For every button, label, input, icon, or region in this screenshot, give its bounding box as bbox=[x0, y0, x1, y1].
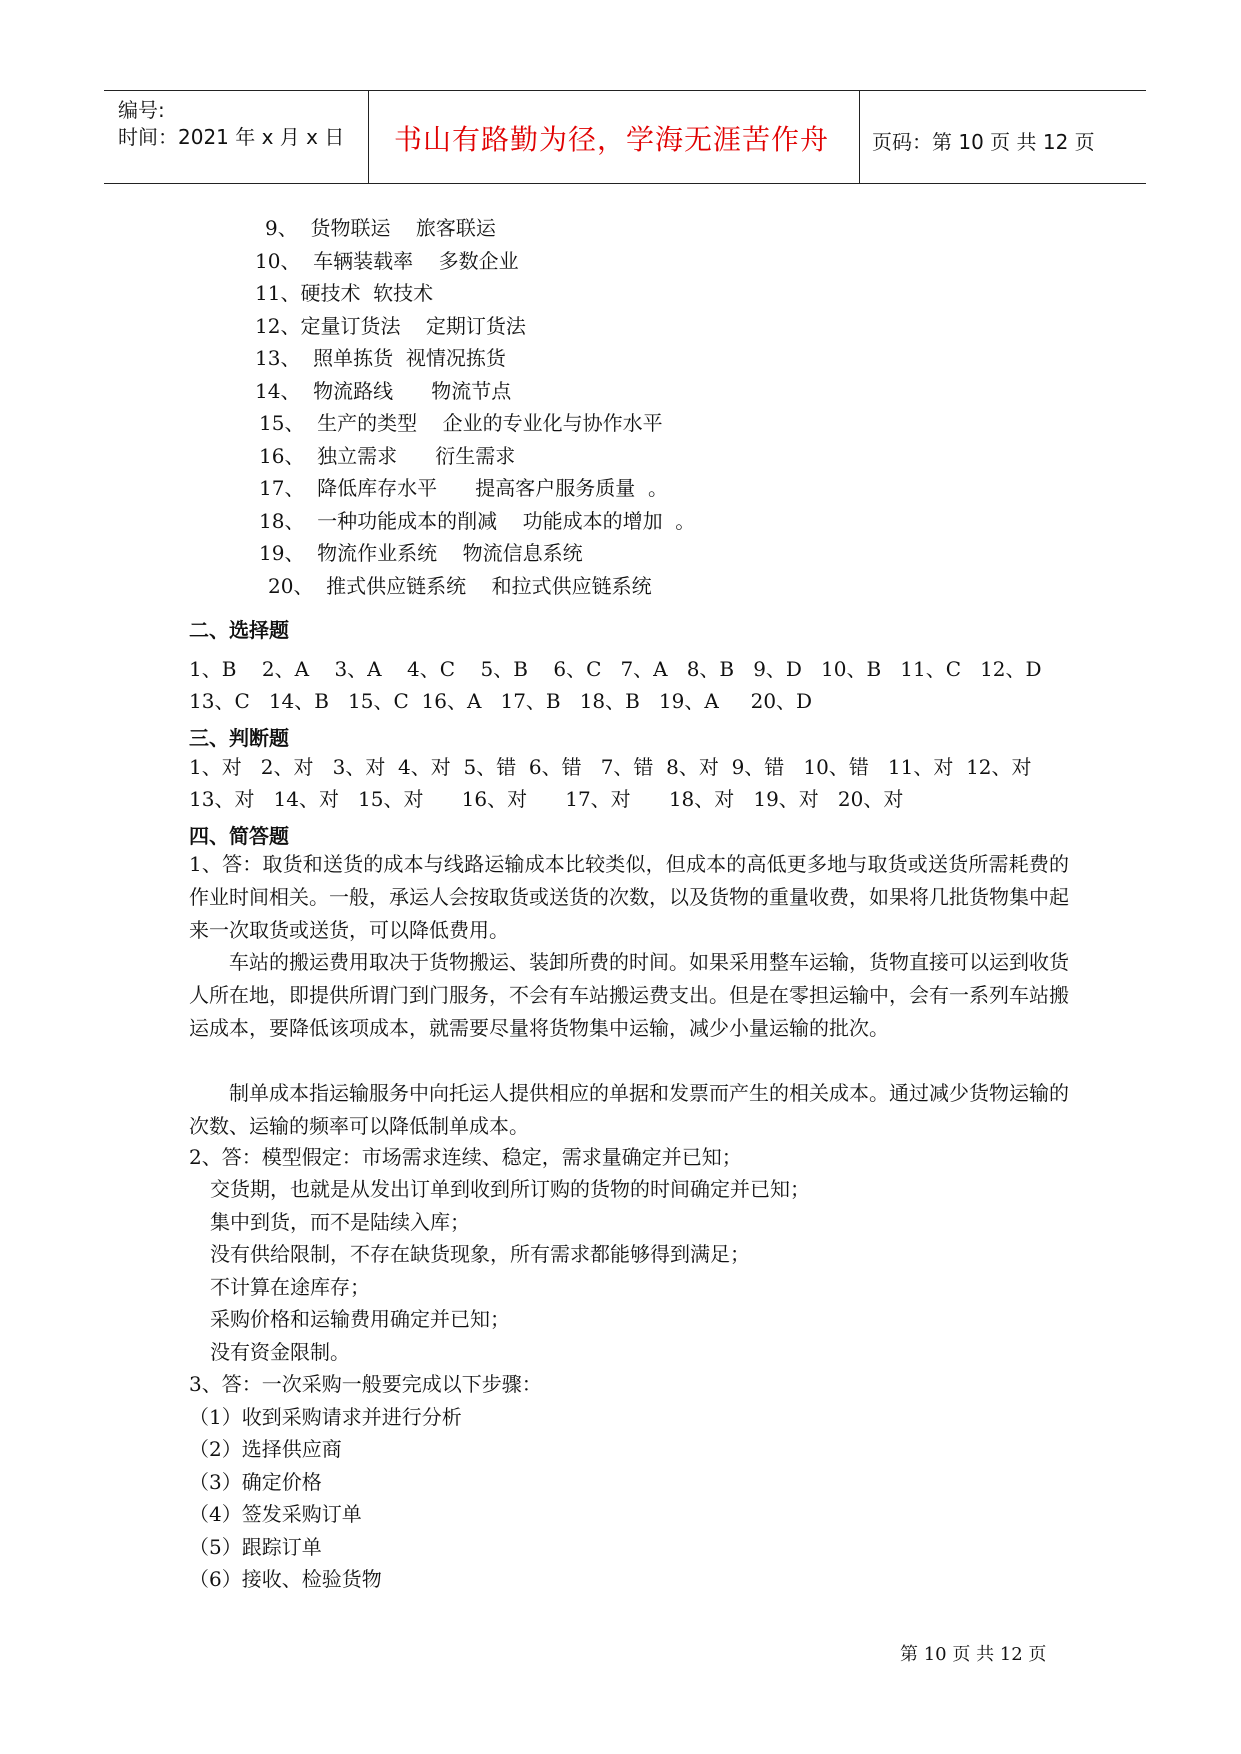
doc-number-label: 编号: bbox=[118, 98, 165, 122]
fill-answer-10: 10、 车辆装载率 多数企业 bbox=[255, 249, 519, 273]
doc-time-label: 时间：2021 年 x 月 x 日 bbox=[118, 125, 345, 149]
header-divider-left bbox=[368, 90, 369, 184]
q2-line-3: 集中到货，而不是陆续入库； bbox=[210, 1210, 470, 1234]
q3-line-1: 3、答：一次采购一般要完成以下步骤： bbox=[189, 1372, 542, 1396]
header-page-label: 页码：第 10 页 共 12 页 bbox=[872, 130, 1095, 154]
fill-answer-20: 20、 推式供应链系统 和拉式供应链系统 bbox=[268, 574, 652, 598]
section-choice-title: 二、选择题 bbox=[189, 618, 289, 642]
fill-answer-13: 13、 照单拣货 视情况拣货 bbox=[255, 346, 506, 370]
header-bottom-rule bbox=[104, 183, 1146, 184]
q2-line-7: 没有资金限制。 bbox=[210, 1340, 350, 1364]
fill-answer-14: 14、 物流路线 物流节点 bbox=[255, 379, 512, 403]
judge-answers-line-1: 1、对 2、对 3、对 4、对 5、错 6、错 7、错 8、对 9、错 10、错 11、对 12、对 bbox=[189, 755, 1032, 779]
page-footer: 第 10 页 共 12 页 bbox=[900, 1644, 1047, 1665]
header-divider-right bbox=[859, 90, 860, 184]
choice-answers-line-2: 13、C 14、B 15、C 16、A 17、B 18、B 19、A 20、D bbox=[189, 689, 813, 713]
q3-step-4: （4）签发采购订单 bbox=[189, 1502, 362, 1526]
q2-line-4: 没有供给限制，不存在缺货现象，所有需求都能够得到满足； bbox=[210, 1242, 750, 1266]
q3-step-5: （5）跟踪订单 bbox=[189, 1535, 322, 1559]
q1-paragraph-2: 车站的搬运费用取决于货物搬运、装卸所费的时间。如果采用整车运输，货物直接可以运到收货人所在地，即提供所谓门到门服务，不会有车站搬运费支出。但是在零担运输中，会有一系列车站搬运成本，要降低该项成本，就需要尽量将货物集中运输，减少小量运输的批次。 bbox=[189, 950, 1069, 1040]
fill-answer-17: 17、 降低库存水平 提高客户服务质量 。 bbox=[259, 476, 669, 500]
fill-answer-12: 12、定量订货法 定期订货法 bbox=[255, 314, 526, 338]
q3-step-3: （3）确定价格 bbox=[189, 1470, 322, 1494]
q3-step-1: （1）收到采购请求并进行分析 bbox=[189, 1405, 462, 1429]
q2-line-6: 采购价格和运输费用确定并已知； bbox=[210, 1307, 510, 1331]
q3-step-2: （2）选择供应商 bbox=[189, 1437, 342, 1461]
fill-answer-9: 9、 货物联运 旅客联运 bbox=[265, 216, 496, 240]
q1-paragraph-3: 制单成本指运输服务中向托运人提供相应的单据和发票而产生的相关成本。通过减少货物运输的次数、运输的频率可以降低制单成本。 bbox=[189, 1081, 1069, 1138]
header-motto: 书山有路勤为径，学海无涯苦作舟 bbox=[394, 123, 830, 156]
q2-line-5: 不计算在途库存； bbox=[210, 1275, 370, 1299]
q2-line-2: 交货期，也就是从发出订单到收到所订购的货物的时间确定并已知； bbox=[210, 1177, 810, 1201]
fill-answer-16: 16、 独立需求 衍生需求 bbox=[259, 444, 516, 468]
choice-answers-line-1: 1、B 2、A 3、A 4、C 5、B 6、C 7、A 8、B 9、D 10、B 11、C 12、D bbox=[189, 657, 1042, 681]
header-top-rule bbox=[104, 90, 1146, 91]
judge-answers-line-2: 13、对 14、对 15、对 16、对 17、对 18、对 19、对 20、对 bbox=[189, 787, 904, 811]
fill-answer-18: 18、 一种功能成本的削减 功能成本的增加 。 bbox=[259, 509, 696, 533]
section-judge-title: 三、判断题 bbox=[189, 726, 289, 750]
section-short-answer-title: 四、简答题 bbox=[189, 824, 289, 848]
fill-answer-11: 11、硬技术 软技术 bbox=[255, 281, 434, 305]
fill-answer-19: 19、 物流作业系统 物流信息系统 bbox=[259, 541, 583, 565]
fill-answer-15: 15、 生产的类型 企业的专业化与协作水平 bbox=[259, 411, 663, 435]
q2-line-1: 2、答：模型假定：市场需求连续、稳定，需求量确定并已知； bbox=[189, 1145, 742, 1169]
q3-step-6: （6）接收、检验货物 bbox=[189, 1567, 382, 1591]
q1-paragraph-1: 1、答：取货和送货的成本与线路运输成本比较类似，但成本的高低更多地与取货或送货所需耗费的作业时间相关。一般，承运人会按取货或送货的次数，以及货物的重量收费，如果将几批货物集中起来一次取货或送货，可以降低费用。 bbox=[189, 852, 1069, 942]
